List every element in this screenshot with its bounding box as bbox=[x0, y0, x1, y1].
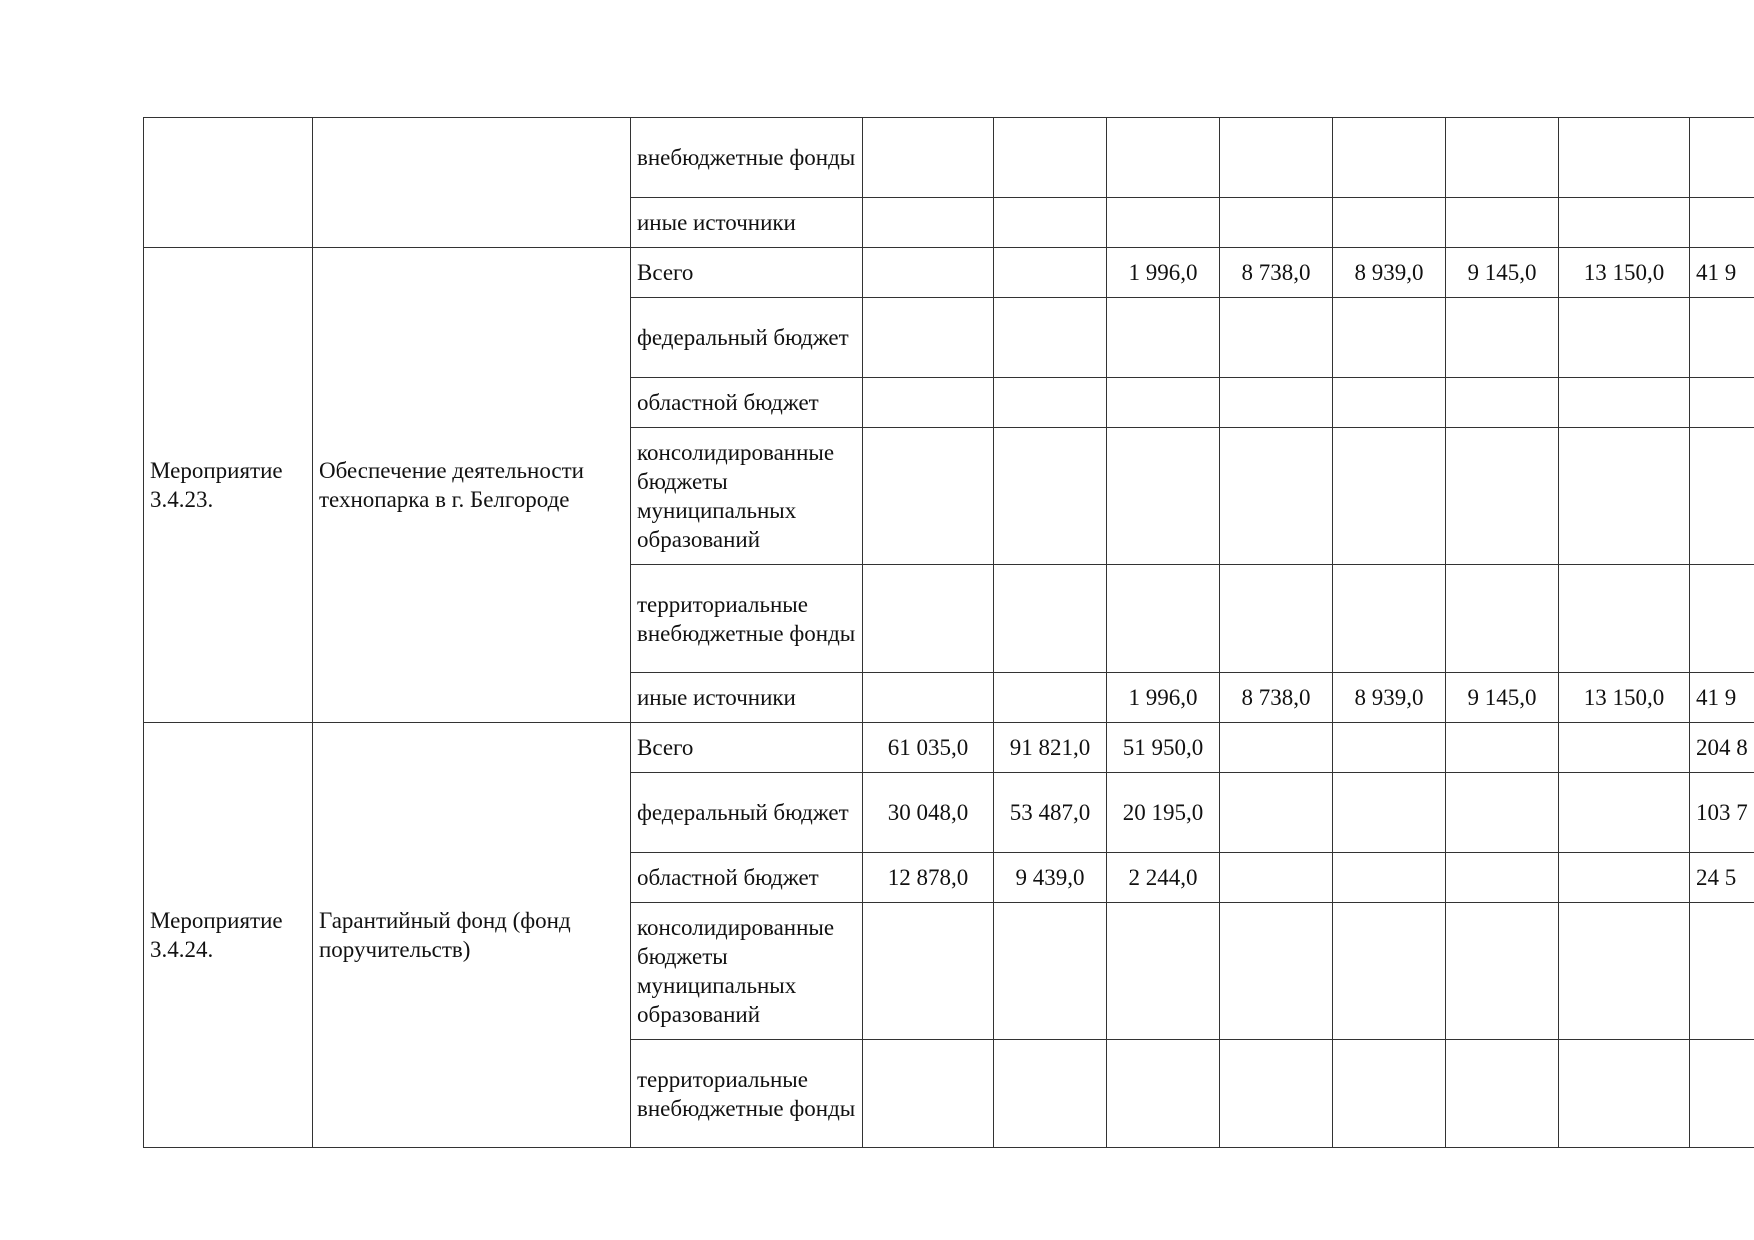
value-cell bbox=[1107, 378, 1220, 428]
value-cell: 51 950,0 bbox=[1107, 723, 1220, 773]
value-cell: 1 996,0 bbox=[1107, 673, 1220, 723]
funding-source-cell: иные источники bbox=[631, 198, 863, 248]
value-cell bbox=[1559, 198, 1690, 248]
value-cell bbox=[1559, 428, 1690, 565]
value-cell bbox=[1559, 903, 1690, 1040]
value-cell: 41 9 bbox=[1690, 673, 1754, 723]
funding-source-cell: областной бюджет bbox=[631, 378, 863, 428]
value-cell: 91 821,0 bbox=[994, 723, 1107, 773]
value-cell bbox=[863, 248, 994, 298]
value-cell bbox=[863, 565, 994, 673]
value-cell: 9 145,0 bbox=[1446, 673, 1559, 723]
funding-source-cell: областной бюджет bbox=[631, 853, 863, 903]
value-cell bbox=[1690, 298, 1754, 378]
value-cell bbox=[1107, 565, 1220, 673]
value-cell: 30 048,0 bbox=[863, 773, 994, 853]
value-cell bbox=[1220, 118, 1333, 198]
value-cell bbox=[1333, 378, 1446, 428]
value-cell bbox=[1559, 118, 1690, 198]
value-cell bbox=[1220, 298, 1333, 378]
funding-source-cell: Всего bbox=[631, 248, 863, 298]
value-cell bbox=[994, 248, 1107, 298]
value-cell bbox=[1690, 565, 1754, 673]
value-cell: 8 939,0 bbox=[1333, 248, 1446, 298]
value-cell bbox=[863, 298, 994, 378]
value-cell: 8 738,0 bbox=[1220, 248, 1333, 298]
value-cell bbox=[863, 198, 994, 248]
budget-table bbox=[143, 117, 1754, 1148]
measure-description-cell bbox=[313, 118, 631, 248]
value-cell bbox=[1107, 903, 1220, 1040]
value-cell bbox=[994, 673, 1107, 723]
value-cell bbox=[1107, 198, 1220, 248]
value-cell bbox=[1107, 118, 1220, 198]
value-cell bbox=[1333, 773, 1446, 853]
value-cell: 9 145,0 bbox=[1446, 248, 1559, 298]
value-cell: 2 244,0 bbox=[1107, 853, 1220, 903]
measure-description-cell: Обеспечение деятельности технопарка в г. Белгороде bbox=[313, 248, 631, 723]
value-cell bbox=[1107, 1040, 1220, 1148]
value-cell: 13 150,0 bbox=[1559, 673, 1690, 723]
value-cell bbox=[1220, 903, 1333, 1040]
value-cell bbox=[1220, 378, 1333, 428]
value-cell bbox=[1333, 723, 1446, 773]
value-cell bbox=[1690, 118, 1754, 198]
value-cell bbox=[994, 903, 1107, 1040]
value-cell bbox=[994, 565, 1107, 673]
value-cell bbox=[1220, 853, 1333, 903]
value-cell bbox=[1559, 298, 1690, 378]
value-cell bbox=[1446, 903, 1559, 1040]
value-cell bbox=[1690, 378, 1754, 428]
funding-source-cell: Всего bbox=[631, 723, 863, 773]
value-cell bbox=[1446, 723, 1559, 773]
funding-source-cell: иные источники bbox=[631, 673, 863, 723]
value-cell bbox=[1690, 428, 1754, 565]
value-cell bbox=[863, 673, 994, 723]
value-cell bbox=[994, 1040, 1107, 1148]
measure-name-cell: Мероприятие 3.4.23. bbox=[144, 248, 313, 723]
value-cell: 8 738,0 bbox=[1220, 673, 1333, 723]
measure-description-cell: Гарантийный фонд (фонд поручительств) bbox=[313, 723, 631, 1148]
value-cell bbox=[1333, 118, 1446, 198]
value-cell: 61 035,0 bbox=[863, 723, 994, 773]
table-row bbox=[144, 118, 1754, 198]
value-cell bbox=[1446, 428, 1559, 565]
value-cell bbox=[1220, 773, 1333, 853]
value-cell bbox=[994, 428, 1107, 565]
value-cell bbox=[1559, 378, 1690, 428]
value-cell bbox=[863, 118, 994, 198]
value-cell bbox=[994, 118, 1107, 198]
value-cell: 24 5 bbox=[1690, 853, 1754, 903]
value-cell bbox=[1446, 198, 1559, 248]
value-cell: 20 195,0 bbox=[1107, 773, 1220, 853]
funding-source-cell: консолидированные бюджеты муниципальных образований bbox=[631, 903, 863, 1040]
value-cell bbox=[1220, 723, 1333, 773]
value-cell bbox=[1446, 853, 1559, 903]
value-cell bbox=[1559, 773, 1690, 853]
value-cell bbox=[1333, 853, 1446, 903]
budget-table-body bbox=[144, 118, 1754, 1148]
value-cell: 13 150,0 bbox=[1559, 248, 1690, 298]
value-cell: 41 9 bbox=[1690, 248, 1754, 298]
value-cell: 53 487,0 bbox=[994, 773, 1107, 853]
value-cell bbox=[1446, 1040, 1559, 1148]
value-cell bbox=[1690, 198, 1754, 248]
funding-source-cell: территориальные внебюджетные фонды bbox=[631, 1040, 863, 1148]
measure-name-cell bbox=[144, 118, 313, 248]
value-cell bbox=[1446, 773, 1559, 853]
value-cell: 204 8 bbox=[1690, 723, 1754, 773]
value-cell bbox=[1446, 378, 1559, 428]
value-cell bbox=[1107, 298, 1220, 378]
value-cell: 9 439,0 bbox=[994, 853, 1107, 903]
value-cell bbox=[1220, 565, 1333, 673]
value-cell bbox=[994, 378, 1107, 428]
value-cell bbox=[1446, 565, 1559, 673]
value-cell: 1 996,0 bbox=[1107, 248, 1220, 298]
value-cell: 12 878,0 bbox=[863, 853, 994, 903]
funding-source-cell: федеральный бюджет bbox=[631, 298, 863, 378]
funding-source-cell: федеральный бюджет bbox=[631, 773, 863, 853]
value-cell bbox=[1559, 853, 1690, 903]
funding-source-cell: территориальные внебюджетные фонды bbox=[631, 565, 863, 673]
measure-name-cell: Мероприятие 3.4.24. bbox=[144, 723, 313, 1148]
funding-source-cell: внебюджетные фонды bbox=[631, 118, 863, 198]
value-cell: 8 939,0 bbox=[1333, 673, 1446, 723]
value-cell bbox=[994, 298, 1107, 378]
value-cell bbox=[1559, 1040, 1690, 1148]
value-cell bbox=[1690, 903, 1754, 1040]
value-cell bbox=[1446, 118, 1559, 198]
value-cell bbox=[1220, 198, 1333, 248]
value-cell bbox=[1559, 565, 1690, 673]
value-cell bbox=[863, 428, 994, 565]
value-cell bbox=[1333, 428, 1446, 565]
value-cell bbox=[1333, 1040, 1446, 1148]
table-row bbox=[144, 723, 1754, 773]
value-cell bbox=[1333, 198, 1446, 248]
value-cell bbox=[1107, 428, 1220, 565]
value-cell bbox=[1220, 1040, 1333, 1148]
value-cell bbox=[1690, 1040, 1754, 1148]
value-cell bbox=[1446, 298, 1559, 378]
table-row bbox=[144, 248, 1754, 298]
value-cell bbox=[994, 198, 1107, 248]
value-cell bbox=[863, 903, 994, 1040]
value-cell bbox=[1333, 903, 1446, 1040]
funding-source-cell: консолидированные бюджеты муниципальных образований bbox=[631, 428, 863, 565]
value-cell bbox=[1333, 298, 1446, 378]
value-cell: 103 7 bbox=[1690, 773, 1754, 853]
value-cell bbox=[863, 378, 994, 428]
value-cell bbox=[863, 1040, 994, 1148]
value-cell bbox=[1220, 428, 1333, 565]
value-cell bbox=[1559, 723, 1690, 773]
value-cell bbox=[1333, 565, 1446, 673]
